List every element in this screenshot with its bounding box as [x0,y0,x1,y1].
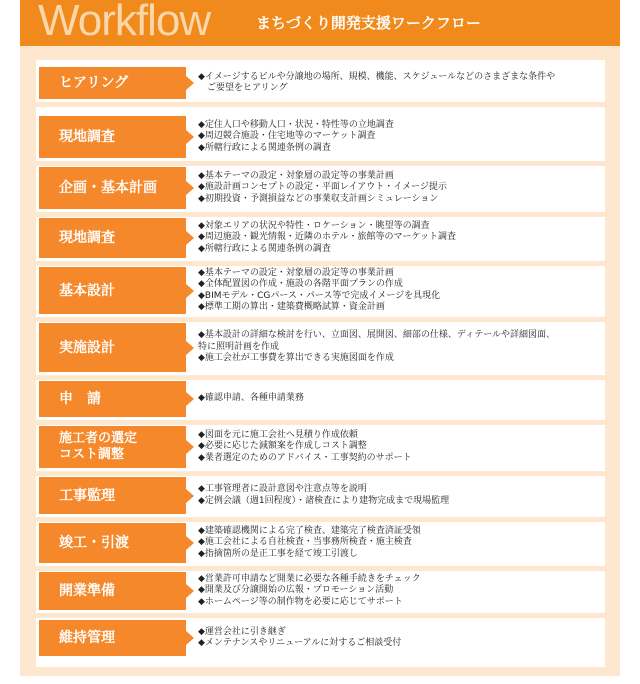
description-line: ◆基本設計の詳細な検討を行い、立面図、展開図、細部の仕様、ディテールや詳細図面、 [198,330,556,341]
description-line: ◆建築確認機関による完了検査、建築完了検査済証受領 [198,525,421,536]
step-label: 申 請 [39,381,186,417]
description-line: ◆施工会社が工事費を算出できる実施図面を作成 [198,353,394,364]
description-line: ◆ホームページ等の制作物を必要に応じてサポート [198,596,403,607]
description-line: ◆所轄行政による関連条例の調査 [198,243,331,254]
step-label: 基本設計 [39,267,186,314]
arrow-icon [186,392,194,406]
workflow-panel [20,46,620,676]
arrow-icon [186,181,194,195]
arrow-icon [186,231,194,245]
workflow-step [36,477,605,522]
row-divider [36,212,605,217]
description-line: ◆定例会議（週1回程度）・諸検査により建物完成まで現場監理 [198,495,450,506]
row-divider [36,566,605,571]
description-line: ◆基本テーマの設定・対象層の設定等の事業計画 [198,267,394,278]
step-label: 開業準備 [39,572,186,610]
workflow-step [36,116,605,166]
step-description [198,426,598,468]
description-line: ◆運営会社に引き継ぎ [198,626,286,637]
description-line: ◆施設計画コンセプトの設定・平面レイアウト・イメージ提示 [198,182,447,193]
row-divider [36,420,605,425]
step-label: 工事監理 [39,477,186,514]
row-divider [36,517,605,522]
description-line: ◆定住人口や移動人口・状況・特性等の立地調査 [198,119,394,130]
arrow-icon [186,130,194,144]
description-line: ◆周辺競合施設・住宅地等のマーケット調査 [198,131,376,142]
step-description [198,620,598,656]
workflow-step [36,426,605,476]
step-description [198,477,598,514]
description-line: ◆メンテナンスやリニューアルに対するご相談受付 [198,638,402,648]
description-line: ◆指摘箇所の是正工事を経て竣工引渡し [198,548,358,559]
step-label: 維持管理 [39,620,186,656]
header-title-jp: まちづくり開発支援ワークフロー [256,14,481,32]
step-description [198,323,598,372]
step-description [198,381,598,417]
description-line: ◆営業許可申請など開業に必要な各種手続きをチェック [198,573,421,584]
workflow-step [36,267,605,322]
workflow-step [36,167,605,217]
arrow-icon [186,631,194,645]
description-line: 特に照明計画を作成 [198,341,280,352]
description-line: ◆周辺施設・観光情報・近隣のホテル・旅館等のマーケット調査 [198,232,457,243]
description-line: ご要望をヒアリング [198,83,288,93]
step-label: 現地調査 [39,218,186,258]
workflow-step [36,620,605,664]
row-divider [36,317,605,322]
arrow-icon [186,341,194,355]
description-line: ◆イメージするビルや分譲地の場所、規模、機能、スケジュールなどのさまざまな条件や [198,71,556,82]
step-description [198,572,598,610]
description-line: ◆開業及び分譲開始の広報・プロモーション活動 [198,585,394,596]
description-line: ◆基本テーマの設定・対象層の設定等の事業計画 [198,170,394,181]
step-description [198,523,598,563]
description-line: ◆初期投資・予測損益などの事業収支計画シミュレーション [198,193,439,204]
step-label: 現地調査 [39,116,186,158]
arrow-icon [186,584,194,598]
workflow-step [36,523,605,571]
workflow-step [36,67,605,107]
step-description [198,267,598,314]
description-line: ◆図面を元に施工会社へ見積り作成依頼 [198,429,358,440]
step-label: ヒアリング [39,67,186,99]
arrow-icon [186,284,194,298]
description-line: ◆必要に応じた減額案を作成しコスト調整 [198,441,367,452]
arrow-icon [186,489,194,503]
step-description [198,167,598,209]
description-line: ◆業者選定のためのアドバイス・工事契約のサポート [198,452,412,463]
description-line: ◆工事管理者に設計意図や注意点等を説明 [198,484,367,494]
arrow-icon [186,440,194,454]
row-divider [36,613,605,618]
row-divider [36,261,605,266]
description-line: ◆全体配置図の作成・施設の各階平面プランの作成 [198,279,403,289]
arrow-icon [186,76,194,90]
workflow-step [36,381,605,425]
workflow-step [36,218,605,266]
step-description [198,218,598,258]
workflow-list [36,60,605,667]
step-label: 施工者の選定 コスト調整 [39,426,186,468]
row-divider [36,471,605,476]
description-line: ◆確認申請、各種申請業務 [198,393,304,404]
description-line: ◆施工会社による自社検査・当事務所検査・施主検査 [198,537,412,548]
step-label: 企画・基本計画 [39,167,186,209]
row-divider [36,102,605,107]
step-label: 竣工・引渡 [39,523,186,563]
header-title-en: Workflow [38,0,211,45]
description-line: ◆対象エリアの状況や特性・ロケーション・眺望等の調査 [198,220,430,231]
step-description [198,67,598,99]
row-divider [36,375,605,380]
description-line: ◆標準工期の算出・建築費概略試算・資金計画 [198,302,385,312]
step-description [198,116,598,158]
step-label: 実施設計 [39,323,186,372]
description-line: ◆所轄行政による関連条例の調査 [198,142,331,153]
workflow-step [36,572,605,618]
header-bar [20,0,620,46]
arrow-icon [186,536,194,550]
row-divider [36,161,605,166]
description-line: ◆BIMモデル・CGパース・パース等で完成イメージを具現化 [198,290,441,301]
workflow-step [36,323,605,380]
